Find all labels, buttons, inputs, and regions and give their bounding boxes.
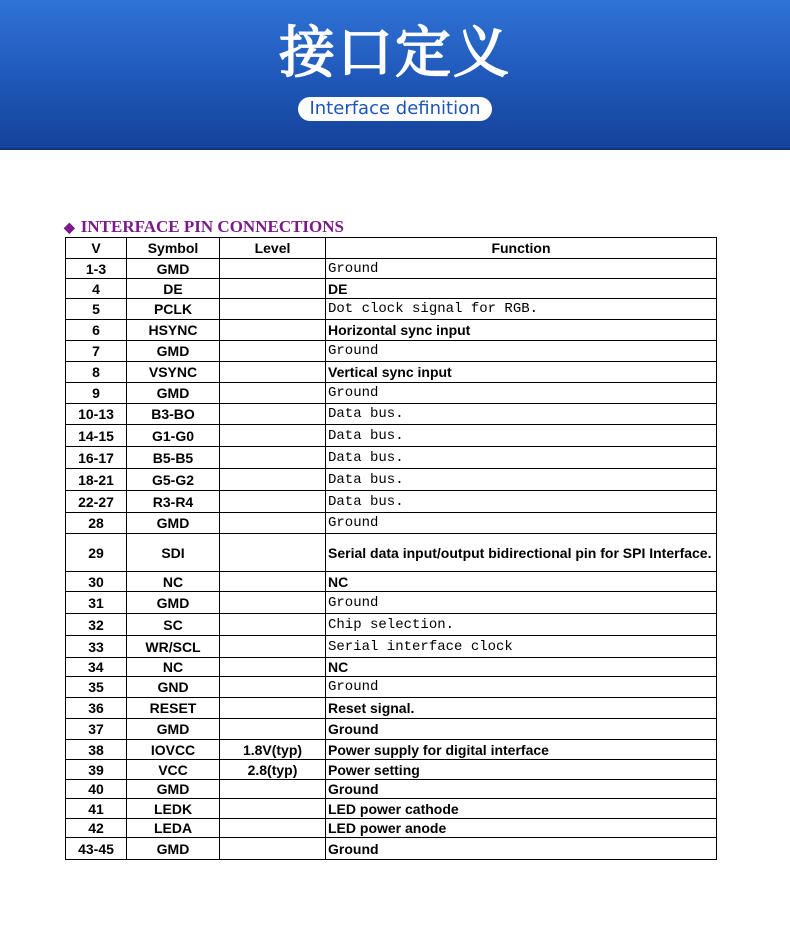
level-cell [220,572,326,592]
symbol-cell: HSYNC [127,320,220,341]
function-cell: Ground [326,383,717,404]
column-header-v: V [66,238,127,259]
symbol-cell: IOVCC [127,740,220,760]
pin-cell: 7 [66,341,127,362]
level-cell [220,491,326,513]
pin-cell: 22-27 [66,491,127,513]
function-cell: NC [326,572,717,592]
section-heading-text: INTERFACE PIN CONNECTIONS [80,217,344,236]
pin-cell: 8 [66,362,127,383]
level-cell [220,341,326,362]
table-row [66,469,717,491]
table-row [66,614,717,636]
banner-subtitle-pill: Interface definition [298,97,492,121]
symbol-cell: GMD [127,592,220,614]
pin-cell: 18-21 [66,469,127,491]
pin-cell: 39 [66,760,127,780]
function-cell: Ground [326,677,717,698]
pin-cell: 36 [66,698,127,719]
function-cell: Ground [326,780,717,799]
pin-cell: 32 [66,614,127,636]
level-cell: 2.8(typ) [220,760,326,780]
pin-cell: 4 [66,279,127,299]
table-row [66,592,717,614]
level-cell [220,362,326,383]
function-cell: Ground [326,838,717,860]
table-body [66,259,717,860]
pin-cell: 16-17 [66,447,127,469]
level-cell [220,425,326,447]
level-cell [220,513,326,534]
symbol-cell: GND [127,677,220,698]
function-cell: NC [326,658,717,677]
level-cell [220,383,326,404]
symbol-cell: B3-BO [127,404,220,425]
symbol-cell: VSYNC [127,362,220,383]
table-row [66,740,717,760]
symbol-cell: GMD [127,259,220,279]
symbol-cell: SC [127,614,220,636]
function-cell: Power setting [326,760,717,780]
pin-cell: 6 [66,320,127,341]
table-header-row [66,238,717,259]
pin-cell: 35 [66,677,127,698]
pin-cell: 37 [66,719,127,740]
pin-cell: 1-3 [66,259,127,279]
pin-cell: 10-13 [66,404,127,425]
table-row [66,320,717,341]
pin-cell: 34 [66,658,127,677]
table-row [66,698,717,719]
level-cell [220,259,326,279]
table-row [66,513,717,534]
column-header-level: Level [220,238,326,259]
function-cell: Ground [326,513,717,534]
table-row [66,658,717,677]
symbol-cell: G5-G2 [127,469,220,491]
level-cell [220,404,326,425]
banner-title: 接口定义 [279,21,511,86]
pin-cell: 14-15 [66,425,127,447]
pin-table [65,237,717,860]
symbol-cell: VCC [127,760,220,780]
function-cell: Serial interface clock [326,636,717,658]
pin-cell: 30 [66,572,127,592]
column-header-symbol: Symbol [127,238,220,259]
level-cell [220,698,326,719]
symbol-cell: LEDA [127,819,220,838]
level-cell [220,614,326,636]
symbol-cell: GMD [127,513,220,534]
function-cell: Chip selection. [326,614,717,636]
level-cell [220,469,326,491]
symbol-cell: GMD [127,780,220,799]
level-cell [220,799,326,819]
diamond-icon: ◆ [64,221,75,236]
table-row [66,819,717,838]
pin-cell: 5 [66,299,127,320]
level-cell: 1.8V(typ) [220,740,326,760]
table-row [66,383,717,404]
symbol-cell: G1-G0 [127,425,220,447]
table-row [66,279,717,299]
table-row [66,447,717,469]
function-cell: Data bus. [326,404,717,425]
table-row [66,636,717,658]
table-row [66,760,717,780]
pin-cell: 43-45 [66,838,127,860]
table-row [66,425,717,447]
symbol-cell: B5-B5 [127,447,220,469]
level-cell [220,592,326,614]
symbol-cell: GMD [127,719,220,740]
table-row [66,719,717,740]
function-cell: Data bus. [326,469,717,491]
function-cell: LED power anode [326,819,717,838]
symbol-cell: NC [127,658,220,677]
function-cell: Data bus. [326,447,717,469]
level-cell [220,677,326,698]
function-cell: Dot clock signal for RGB. [326,299,717,320]
level-cell [220,279,326,299]
symbol-cell: LEDK [127,799,220,819]
symbol-cell: WR/SCL [127,636,220,658]
pin-cell: 29 [66,534,127,572]
function-cell: Power supply for digital interface [326,740,717,760]
level-cell [220,819,326,838]
level-cell [220,719,326,740]
symbol-cell: GMD [127,383,220,404]
table-row [66,259,717,279]
pin-cell: 42 [66,819,127,838]
table-row [66,341,717,362]
table-row [66,572,717,592]
symbol-cell: SDI [127,534,220,572]
table-row [66,404,717,425]
symbol-cell: GMD [127,341,220,362]
level-cell [220,636,326,658]
table-row [66,677,717,698]
pin-cell: 38 [66,740,127,760]
pin-cell: 33 [66,636,127,658]
symbol-cell: PCLK [127,299,220,320]
level-cell [220,658,326,677]
pin-cell: 31 [66,592,127,614]
function-cell: Ground [326,259,717,279]
function-cell: Ground [326,341,717,362]
level-cell [220,320,326,341]
function-cell: Ground [326,719,717,740]
symbol-cell: NC [127,572,220,592]
symbol-cell: GMD [127,838,220,860]
table-row [66,299,717,320]
function-cell: Vertical sync input [326,362,717,383]
pin-cell: 41 [66,799,127,819]
pin-cell: 40 [66,780,127,799]
level-cell [220,447,326,469]
function-cell: Ground [326,592,717,614]
table-row [66,362,717,383]
level-cell [220,299,326,320]
function-cell: DE [326,279,717,299]
table-row [66,838,717,860]
function-cell: Serial data input/output bidirectional pin for SPI Interface. [326,534,717,572]
column-header-function: Function [326,238,717,259]
level-cell [220,780,326,799]
table-row [66,780,717,799]
table-row [66,799,717,819]
table-row [66,491,717,513]
pin-cell: 9 [66,383,127,404]
level-cell [220,534,326,572]
function-cell: Data bus. [326,491,717,513]
symbol-cell: DE [127,279,220,299]
symbol-cell: RESET [127,698,220,719]
section-heading [64,217,344,239]
function-cell: Data bus. [326,425,717,447]
function-cell: Reset signal. [326,698,717,719]
pin-cell: 28 [66,513,127,534]
function-cell: LED power cathode [326,799,717,819]
function-cell: Horizontal sync input [326,320,717,341]
header-banner [0,0,790,150]
table-row [66,534,717,572]
level-cell [220,838,326,860]
symbol-cell: R3-R4 [127,491,220,513]
